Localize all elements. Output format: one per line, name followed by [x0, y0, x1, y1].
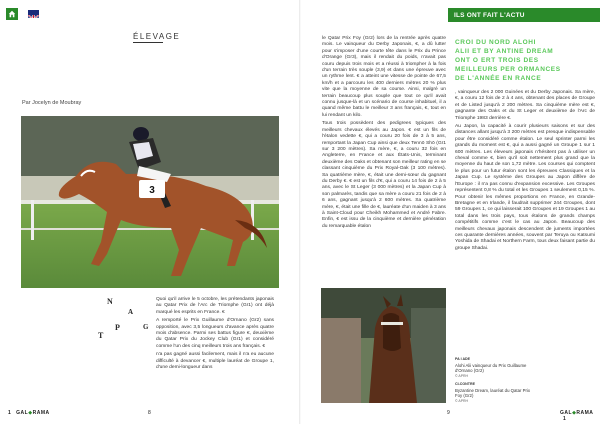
headline-line: MEILLEURS PER ORMANCES: [455, 66, 561, 73]
home-button[interactable]: [6, 8, 18, 20]
page-number-left: 8: [148, 410, 151, 416]
caption-credit: © APRH: [455, 373, 469, 378]
article-column-3: [455, 90, 595, 254]
headline-line: ONT O ERT TROIS DES: [455, 57, 539, 64]
paragraph: Au Japon, la capacité à courir plusieurs saisons et sur des distances allant jusqu'à 3 200 mètres est presque indispensable pour être considéré comme étalon. Le seul sprinter parmi les grands du moment est €, qui a aussi gagné un Groupe 1 sur 1 600 mètres. Les éleveurs japonais n'hésitent pas à utiliser un cheval comme €, bien qu'il soit nettement plus grand que la moyenne du haut de son 1,72 mètre. Les courses qui comptent le plus pour un futur étalon sont les épreuves Classiques et la Japan Cup. Le système des Groupes au Japon diffère de l'Europe : il n'a pas connu d'expansion excessive. Les Groupes représentent 0,8 % du total et les Groupes 1 seulement 0,15 %. Pour obtenir les mêmes proportions en France, en Grande-Bretagne et en Irlande, il faudrait supprimer 244 Groupes, dont 59 Groupes 1, ce qui laisserait 100 Groupes et 19 Groupes 1 au total dans les trois pays, tous étalons de grands champs compétitifs comme c'est le cas au Japon. Beaucoup des meilleurs chevaux japonais descendent de juments importées ces quarante dernières années, souvent par Teruya ou Katsumi Yoshida de Shadai et Northern Farm, tous deux faisant partie du groupe Shadai.: [455, 124, 595, 251]
svg-text:3: 3: [149, 185, 155, 196]
headline-line: CROI DU NORD ALOHI: [455, 39, 536, 46]
magazine-brand: GAL◆RAMA: [16, 410, 50, 416]
paragraph: Quoi qu'il arrive le 5 octobre, les prétendants japonais au Qatar Prix de l'Arc de Triomphe (Gr1) ont déjà marqué les esprits en France. €: [156, 297, 274, 315]
paragraph: n'a pas gagné aussi facilement, mais il n'a eu aucune difficulté à devancer €, multiple lauréat de Groupe 1, d'une demi-longueur dans: [156, 352, 274, 371]
home-icon: [8, 10, 16, 18]
uk-flag-icon[interactable]: [28, 10, 39, 18]
dropcap-decor: P: [115, 323, 120, 332]
paragraph: le Qatar Prix Foy (Gr2) lors de la rentrée après quatre mois. Le vainqueur du Derby Japonais, €, a dû lutter pour s'imposer d'une courte tête dans le Prix du Prince d'Orange (Gr3), mais il rendait du poids, n'avait pas couru depuis trois mois et a réussi à triompher à la fois d'un terrain très souple (3,9) et dans une épreuve avec un rythme lent. € a atteint une vitesse de pointe de 67,5 km/h et a parcouru les 400 derniers mètres 20 % plus vite que la moyenne de sa course. Ainsi, malgré un terrain beaucoup plus souple que tout ce qu'il avait connu jusque-là et un scénario de course inhabituel, il a quand même battu le meilleur 3 ans français, €, tout en lui rendant un kilo.: [322, 36, 446, 118]
main-race-photo: [21, 116, 279, 288]
section-banner[interactable]: ILS ONT FAIT L'ACTU: [448, 8, 600, 22]
footer-left: [8, 410, 50, 416]
magazine-brand: GAL◆RAMA: [560, 410, 594, 416]
dropcap-decor: G: [143, 323, 149, 331]
caption-text: Alohi Alii vainqueur du Prix Guillaume d'Ornano (Gr2): [455, 362, 527, 373]
headline-line: DE L'ANNÉE EN RANCE: [455, 75, 542, 82]
paragraph: A remporté le Prix Guillaume d'Ornano (Gr2) sans opposition, avec 3,5 longueurs d'avance après quatre mois d'absence. Parmi ses battus figure €, deuxième du Qatar Prix du Jockey Club (Gr1) et considéré comme l'un des cinq meilleurs trois ans français. €: [156, 318, 274, 349]
section-title: ÉLEVAGE: [133, 32, 181, 41]
caption-text: Byzantine Dream, lauréat du Qatar Prix Foy (Gr2): [455, 387, 530, 398]
paragraph: Tous trois possèdent des pedigrees typiques des meilleurs chevaux élevés au Japon. € est un fils de l'étalon vedette €, qui a couru 20 fois de 3 à 5 ans, remportant la Japan Cup ainsi que deux Tennō Shō (Gr1 sur 3 200 mètres). Sa mère, €, a couru 32 fois en Angleterre, en France et aux États-Unis, terminant deuxième des Oaks et obtenant son meilleur rating en se classant cinquième du Prix Royal-Oak (3 100 mètres). Sa quatrième mère, €, était une demi-sœur du gagnant du Derby €. € est un fils d'€, qui a couru 14 fois de 2 à 5 ans, avec le St Leger (3 000 mètres) et la Japan Cup à son palmarès, tandis que sa mère a couru 21 fois de 2 à 6 ans, gagnant jusqu'à 2 600 mètres. Sa quatrième mère, €, était une fille de €, lauréate d'un maiden à 3 ans à Saint-Cloud pour Cheikh Mohammed et André Fabre. Enfin, € est issu de la cinquième et dernière génération du remarquable étalon: [322, 121, 446, 229]
photo-caption: [455, 357, 535, 404]
byline: Par Jocelyn de Moubray: [22, 100, 82, 106]
caption-credit: © APRH: [455, 398, 469, 403]
portrait-horse-photo: [321, 288, 446, 403]
dropcap-decor: T: [98, 331, 104, 340]
caption-label: PA I ADE: [455, 357, 471, 361]
headline-line: ALII ET BY ANTINE DREAM: [455, 48, 554, 55]
page-marker: 1: [563, 416, 566, 422]
article-column-2: [322, 36, 446, 232]
page-number-right: 9: [447, 410, 450, 416]
footer-right: [560, 410, 600, 422]
dropcap-decor: A: [128, 308, 134, 316]
paragraph: , vainqueur des 2 000 Guinées et du Derby Japonais. Sa mère, €, a couru 12 fois de 2 à 4 ans, obtenant des places de Groupe et de Listed jusqu'à 2 200 mètres. Sa cinquième mère est €, gagnante des Oaks et du St Leger et deuxième de l'Arc de Triomphe 1983 derrière €.: [455, 90, 595, 121]
pull-headline: [455, 38, 595, 83]
page-marker: 1: [8, 410, 11, 416]
caption-label: CI-CONTRE: [455, 382, 475, 386]
page-gutter: [299, 0, 301, 424]
article-column-1: [156, 297, 274, 373]
dropcap-decor: N: [107, 297, 113, 306]
section-rule: [133, 42, 163, 43]
